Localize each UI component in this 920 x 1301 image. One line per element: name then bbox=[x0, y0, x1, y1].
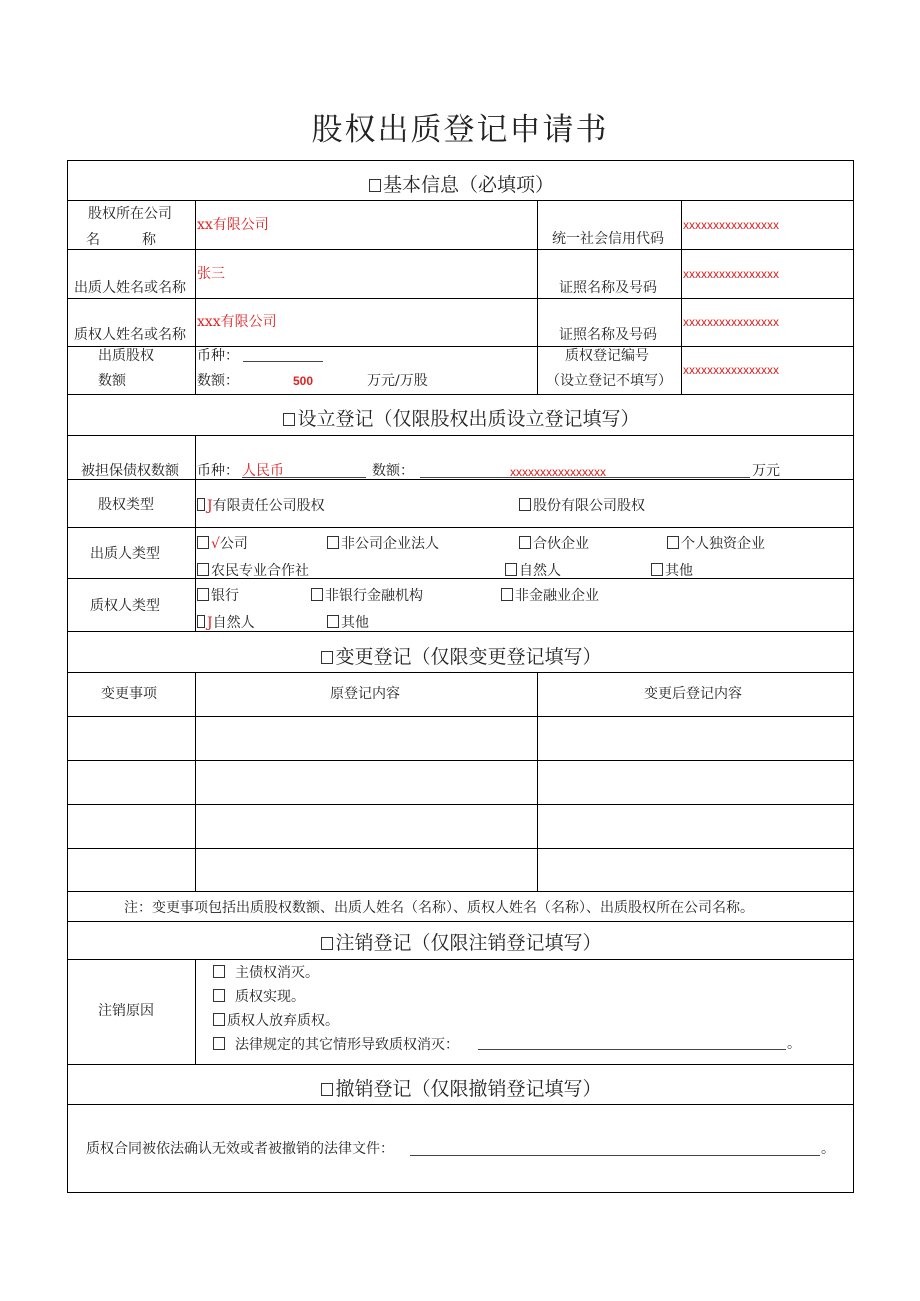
checkbox-icon[interactable] bbox=[197, 563, 209, 576]
reg-no-value[interactable]: xxxxxxxxxxxxxxxx bbox=[683, 363, 779, 377]
equity-type-label: 股权类型 bbox=[98, 497, 154, 513]
option-label: 其他 bbox=[665, 563, 693, 579]
company-label-2: 名 称 bbox=[86, 232, 156, 248]
change-note: 注：变更事项包括出质股权数额、出质人姓名（名称）、质权人姓名（名称）、出质股权所在公司名称。 bbox=[124, 900, 754, 916]
page-title: 股权出质登记申请书 bbox=[311, 112, 609, 148]
debt-label: 被担保债权数额 bbox=[81, 463, 179, 479]
row-divider bbox=[68, 804, 853, 805]
row-divider bbox=[68, 672, 853, 673]
pledgee-type-other[interactable] bbox=[327, 615, 369, 630]
row-divider bbox=[68, 891, 853, 892]
option-label: 自然人 bbox=[212, 615, 255, 631]
revoke-end-mark: 。 bbox=[821, 1141, 835, 1157]
section-setup-header bbox=[68, 410, 855, 429]
option-label: 股份有限公司股权 bbox=[533, 498, 645, 514]
col-divider bbox=[537, 200, 538, 394]
pledgor-value[interactable]: 张三 bbox=[197, 266, 225, 282]
option-label: 其他 bbox=[341, 615, 369, 631]
pledgor-type-company[interactable] bbox=[197, 536, 248, 551]
pledgee-label: 质权人姓名或名称 bbox=[74, 327, 186, 343]
company-label-1: 股权所在公司 bbox=[88, 206, 172, 222]
row-divider bbox=[68, 394, 853, 395]
amount-underline bbox=[420, 477, 750, 478]
pledgor-label: 出质人姓名或名称 bbox=[74, 280, 186, 296]
option-label: 非银行金融机构 bbox=[325, 588, 423, 604]
setup-amount-value[interactable]: xxxxxxxxxxxxxxxx bbox=[510, 465, 606, 479]
option-label: 自然人 bbox=[519, 563, 561, 579]
section-change-header bbox=[68, 648, 855, 667]
row-divider bbox=[68, 921, 853, 922]
pledgor-type-other[interactable] bbox=[651, 563, 693, 578]
equity-type-opt1[interactable] bbox=[197, 498, 325, 513]
option-label: 主债权消灭。 bbox=[235, 965, 319, 981]
option-label: 合伙企业 bbox=[533, 536, 589, 552]
checkbox-icon[interactable] bbox=[213, 965, 225, 978]
col-divider bbox=[195, 959, 196, 1064]
pledgor-type-partnership[interactable] bbox=[519, 536, 589, 551]
row-divider bbox=[68, 760, 853, 761]
checkbox-icon[interactable] bbox=[197, 536, 209, 549]
checkbox-icon[interactable] bbox=[197, 498, 205, 511]
checkbox-icon[interactable] bbox=[651, 563, 663, 576]
check-mark: J bbox=[207, 498, 213, 514]
option-label: 非金融业企业 bbox=[515, 588, 599, 604]
cancel-reason-3[interactable] bbox=[213, 1013, 339, 1028]
row-divider bbox=[68, 527, 853, 528]
checkbox-icon[interactable] bbox=[519, 536, 531, 549]
section-basic-header bbox=[68, 176, 855, 195]
option-label: 非公司企业法人 bbox=[341, 536, 439, 552]
equity-label-2: 数额 bbox=[98, 373, 126, 389]
section-change-title: 变更登记（仅限变更登记填写） bbox=[335, 646, 602, 668]
checkbox-icon[interactable] bbox=[197, 588, 209, 601]
checkbox-icon[interactable] bbox=[519, 498, 531, 511]
cancel-reason-4[interactable] bbox=[213, 1037, 459, 1052]
setup-currency-label: 币种： bbox=[197, 463, 239, 479]
checkbox-icon[interactable] bbox=[501, 588, 513, 601]
checkbox-icon[interactable] bbox=[321, 937, 333, 950]
checkbox-icon[interactable] bbox=[311, 588, 323, 601]
col-divider bbox=[537, 672, 538, 891]
pledgor-type-person[interactable] bbox=[505, 563, 561, 578]
equity-type-opt2[interactable] bbox=[519, 498, 645, 513]
checkbox-icon[interactable] bbox=[321, 1083, 333, 1096]
amount-label: 数额： bbox=[197, 373, 239, 389]
col-divider bbox=[195, 200, 196, 394]
pledgee-type-nonbank[interactable] bbox=[311, 588, 423, 603]
section-setup-title: 设立登记（仅限股权出质设立登记填写） bbox=[297, 408, 640, 430]
checkbox-icon[interactable] bbox=[327, 536, 339, 549]
pledgee-id-label: 证照名称及号码 bbox=[559, 327, 657, 343]
option-label: 法律规定的其它情形导致质权消灭： bbox=[235, 1037, 459, 1053]
pledgor-type-coop[interactable] bbox=[197, 563, 309, 578]
setup-currency-value[interactable]: 人民币 bbox=[242, 463, 284, 479]
credit-code-value[interactable]: xxxxxxxxxxxxxxxx bbox=[683, 218, 779, 232]
option-label: 银行 bbox=[211, 588, 239, 604]
check-mark: J bbox=[207, 615, 213, 631]
pledgor-type-label: 出质人类型 bbox=[90, 546, 160, 562]
setup-amount-label: 数额： bbox=[372, 463, 414, 479]
pledgee-id-value[interactable]: xxxxxxxxxxxxxxxx bbox=[683, 315, 779, 329]
section-cancel-title: 注销登记（仅限注销登记填写） bbox=[335, 932, 602, 954]
row-divider bbox=[68, 435, 853, 436]
row-divider bbox=[68, 631, 853, 632]
checkbox-icon[interactable] bbox=[213, 989, 225, 1002]
option-label: 个人独资企业 bbox=[681, 536, 765, 552]
currency-label: 币种： bbox=[197, 348, 239, 364]
change-col-item: 变更事项 bbox=[101, 686, 157, 702]
col-divider bbox=[195, 672, 196, 891]
cancel-other-field[interactable] bbox=[478, 1049, 786, 1050]
cancel-reason-2[interactable] bbox=[213, 989, 305, 1004]
row-divider bbox=[68, 479, 853, 480]
section-basic-title: 基本信息（必填项） bbox=[382, 174, 554, 196]
credit-code-label: 统一社会信用代码 bbox=[552, 231, 664, 247]
currency-field-line[interactable] bbox=[243, 361, 323, 362]
option-label: 质权人放弃质权。 bbox=[227, 1013, 339, 1029]
row-divider bbox=[68, 578, 853, 579]
row-divider bbox=[68, 959, 853, 960]
checkbox-icon[interactable] bbox=[369, 179, 381, 192]
checkbox-icon[interactable] bbox=[213, 1013, 225, 1026]
cancel-end-mark: 。 bbox=[787, 1036, 801, 1052]
section-revoke-title: 撤销登记（仅限撤销登记填写） bbox=[335, 1078, 602, 1100]
revoke-text: 质权合同被依法确认无效或者被撤销的法律文件： bbox=[86, 1141, 394, 1157]
equity-label-1: 出质股权 bbox=[98, 348, 154, 364]
checkbox-icon[interactable] bbox=[321, 651, 333, 664]
reg-no-label-2: （设立登记不填写） bbox=[546, 373, 672, 389]
col-divider bbox=[195, 435, 196, 631]
row-divider bbox=[68, 200, 853, 201]
row-divider bbox=[68, 848, 853, 849]
cancel-reason-label: 注销原因 bbox=[98, 1003, 154, 1019]
option-label: 农民专业合作社 bbox=[211, 563, 309, 579]
amount-unit: 万元/万股 bbox=[367, 373, 428, 389]
checkbox-icon[interactable] bbox=[283, 413, 295, 426]
section-cancel-header bbox=[68, 934, 855, 953]
change-col-new: 变更后登记内容 bbox=[644, 686, 742, 702]
change-col-original: 原登记内容 bbox=[330, 686, 400, 702]
revoke-document-field[interactable] bbox=[410, 1155, 820, 1156]
pledgor-type-sole[interactable] bbox=[667, 536, 765, 551]
col-divider bbox=[681, 200, 682, 394]
amount-value[interactable]: 500 bbox=[293, 374, 314, 388]
row-divider bbox=[68, 1104, 853, 1105]
pledgor-id-label: 证照名称及号码 bbox=[559, 280, 657, 296]
setup-amount-unit: 万元 bbox=[752, 463, 780, 479]
row-divider bbox=[68, 716, 853, 717]
pledgor-id-value[interactable]: xxxxxxxxxxxxxxxx bbox=[683, 267, 779, 281]
application-form bbox=[67, 160, 854, 1193]
currency-underline bbox=[242, 477, 366, 478]
row-divider bbox=[68, 1064, 853, 1065]
section-revoke-header bbox=[68, 1080, 855, 1099]
row-divider bbox=[68, 249, 853, 250]
row-divider bbox=[68, 346, 853, 347]
checkbox-icon[interactable] bbox=[327, 615, 339, 628]
check-mark: √ bbox=[211, 536, 220, 552]
row-divider bbox=[68, 298, 853, 299]
option-label: 有限责任公司股权 bbox=[212, 498, 325, 514]
cancel-reason-1[interactable] bbox=[213, 965, 319, 980]
option-label: 质权实现。 bbox=[235, 989, 305, 1005]
pledgee-type-person[interactable] bbox=[197, 615, 255, 630]
checkbox-icon[interactable] bbox=[667, 536, 679, 549]
option-label: 公司 bbox=[219, 536, 248, 552]
pledgee-type-nonfinancial[interactable] bbox=[501, 588, 599, 603]
pledgee-value[interactable]: xxx有限公司 bbox=[197, 314, 277, 330]
checkbox-icon[interactable] bbox=[197, 615, 205, 628]
pledgee-type-bank[interactable] bbox=[197, 588, 239, 603]
checkbox-icon[interactable] bbox=[213, 1037, 225, 1050]
pledgor-type-non-company[interactable] bbox=[327, 536, 439, 551]
checkbox-icon[interactable] bbox=[505, 563, 517, 576]
company-value[interactable]: xx有限公司 bbox=[197, 217, 269, 233]
reg-no-label-1: 质权登记编号 bbox=[565, 348, 649, 364]
pledgee-type-label: 质权人类型 bbox=[90, 598, 160, 614]
